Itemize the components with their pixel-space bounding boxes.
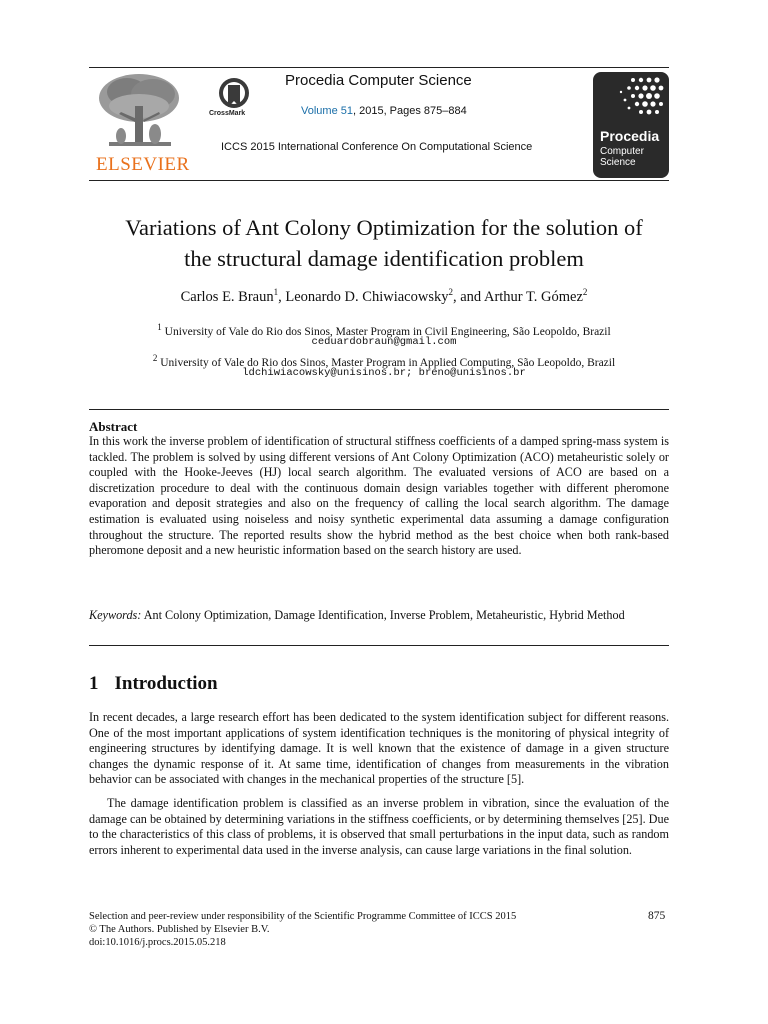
author1-affil-mark: 1 bbox=[273, 287, 279, 297]
journal-header bbox=[89, 68, 669, 178]
intro-paragraph-2: The damage identification problem is classified as an inverse problem in vibration, since the evaluation of the damage can be obtained by determining variations in the stiffness coefficients, or by determining themselves [25]. Due to the characteristics of this class of problems, it is observed that small perturbations in the input data, such as random errors inherent to experimental data used in the inverse analysis, can cause large variations in the final solution. bbox=[89, 796, 669, 857]
crossmark-icon[interactable] bbox=[217, 76, 251, 126]
section-number: 1 bbox=[89, 673, 99, 694]
header-bottom-rule bbox=[89, 180, 669, 181]
footer-review-note: Selection and peer-review under responsibility of the Scientific Programme Committee of ICCS 2015 bbox=[89, 911, 517, 922]
volume-line bbox=[301, 105, 467, 117]
affil1-email[interactable]: ceduardobraun@gmail.com bbox=[311, 336, 457, 348]
volume-pages: , 2015, Pages 875–884 bbox=[352, 105, 467, 117]
author-gomez: , and Arthur T. Gómez bbox=[452, 288, 583, 305]
procedia-cover-logo bbox=[593, 72, 669, 178]
author2-affil-mark: 2 bbox=[448, 287, 453, 297]
affil2-text: University of Vale do Rio dos Sinos, Master Program in Applied Computing, São Leopoldo, Brazil bbox=[160, 356, 616, 369]
abstract-text: In this work the inverse problem of identification of structural stiffness coefficients of a damped spring-mass system is tackled. The problem is solved by using different versions of Ant Colony Optimization (ACO) metaheuristic solely or coupled with the Hooke-Jeeves (HJ) local search algorithm. The evaluated versions of ACO are based on a discretization procedure to deal with the continuous domain design variables together with different pheromone evaporation and deposit strategies and also on the frequency of calling the local search algorithm. The damage estimation is evaluated using noiseless and noisy synthetic experimental data assuming a damage configuration throughout the structure. The reported results show the hybrid method as the best choice when both rank-based pheromone deposit and a new heuristic information based on the search history are used. bbox=[89, 434, 669, 558]
keywords-list: Ant Colony Optimization, Damage Identification, Inverse Problem, Metaheuristic, Hybrid Method bbox=[141, 608, 625, 622]
affil1-mark: 1 bbox=[157, 322, 162, 332]
cover-subtitle bbox=[600, 146, 644, 168]
paper-title bbox=[60, 212, 708, 274]
journal-name: Procedia Computer Science bbox=[285, 72, 472, 89]
conference-name: ICCS 2015 International Conference On Computational Science bbox=[221, 141, 533, 153]
affil2-email[interactable]: ldchiwiacowsky@unisinos.br; breno@unisinos.br bbox=[242, 367, 526, 379]
author3-affil-mark: 2 bbox=[582, 287, 588, 297]
cover-title: Procedia bbox=[600, 128, 660, 144]
elsevier-wordmark: ELSEVIER bbox=[96, 154, 190, 175]
title-line-1: Variations of Ant Colony Optimization for the solution of bbox=[125, 215, 643, 240]
author-braun: Carlos E. Braun bbox=[180, 288, 274, 305]
page-number: 875 bbox=[648, 910, 666, 922]
footer-copyright: © The Authors. Published by Elsevier B.V. bbox=[89, 924, 270, 935]
page-footer bbox=[89, 910, 669, 949]
abstract-top-rule bbox=[89, 409, 669, 410]
keywords bbox=[89, 608, 669, 624]
affil1-text: University of Vale do Rio dos Sinos, Master Program in Civil Engineering, São Leopoldo, Brazil bbox=[164, 325, 611, 338]
author-chiwiacowsky: , Leonardo D. Chiwiacowsky bbox=[278, 288, 449, 305]
section-heading bbox=[89, 673, 218, 695]
keywords-label: Keywords: bbox=[89, 608, 142, 622]
affil2-mark: 2 bbox=[152, 353, 158, 363]
cover-sub-line1: Computer bbox=[600, 146, 644, 157]
crossmark-label: CrossMark bbox=[209, 110, 246, 117]
section-title: Introduction bbox=[114, 673, 218, 694]
author-list bbox=[60, 287, 708, 306]
footer-doi[interactable]: doi:10.1016/j.procs.2015.05.218 bbox=[89, 937, 226, 948]
abstract-heading: Abstract bbox=[89, 419, 138, 434]
abstract-bottom-rule bbox=[89, 645, 669, 646]
title-line-2: the structural damage identification problem bbox=[184, 246, 584, 271]
cover-sub-line2: Science bbox=[600, 157, 636, 168]
intro-paragraph-1: In recent decades, a large research effort has been dedicated to the system identification subject for different reasons. One of the most important applications of system identification techniques is the monitoring of physical integrity of engineering structures by identifying damage. It is well known that the existence of damage in a given structure changes the dynamic response of it. At same time, identification of changes from measurements in the vibration behavior can be associated with changes in the mechanical properties of the structure [5]. bbox=[89, 710, 669, 787]
volume-link[interactable]: Volume 51 bbox=[301, 105, 353, 117]
